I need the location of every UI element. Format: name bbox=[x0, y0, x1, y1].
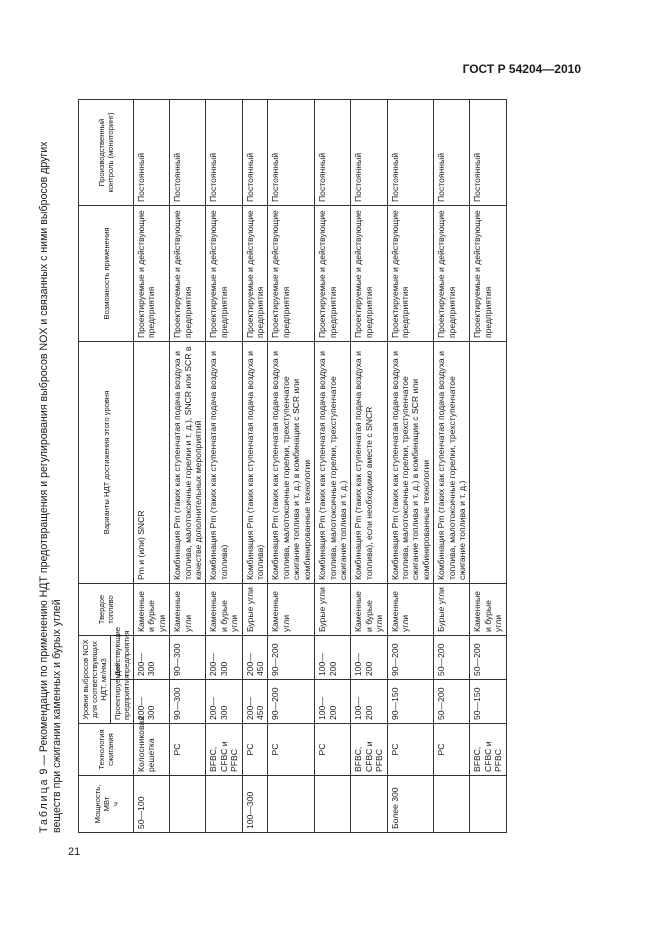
cell-designed: 100—200 bbox=[351, 680, 387, 724]
cell-variant bbox=[470, 342, 506, 584]
cell-variant: Комбинация Pm (таких как ступенчатая подача воздуха и топлива, малотоксичные горелки, трехступенчатое сжигание топлива и т. д.) bbox=[315, 342, 351, 584]
cell-tech: PC bbox=[315, 724, 351, 776]
cell-monitoring: Постоянный bbox=[315, 100, 351, 206]
cell-fuel: Каменные угли bbox=[268, 584, 315, 636]
cell-power: 100—300 bbox=[242, 776, 268, 833]
cell-monitoring: Постоянный bbox=[470, 100, 506, 206]
cell-monitoring: Постоянный bbox=[351, 100, 387, 206]
cell-applicability: Проектируемые и действующие предприятия bbox=[134, 206, 170, 342]
cell-monitoring: Постоянный bbox=[242, 100, 268, 206]
cell-applicability: Проектируемые и действующие предприятия bbox=[268, 206, 315, 342]
cell-applicability: Проектируемые и действующие предприятия bbox=[170, 206, 206, 342]
cell-applicability: Проектируемые и действующие предприятия bbox=[315, 206, 351, 342]
cell-tech: PC bbox=[242, 724, 268, 776]
cell-tech: PC bbox=[170, 724, 206, 776]
cell-existing: 100—200 bbox=[351, 636, 387, 680]
cell-variant: Комбинация Pm (таких как ступенчатая подача воздуха и топлива), если необходимо вместе с SNCR bbox=[351, 342, 387, 584]
header-variants: Варианты НДТ достижения этого уровня bbox=[79, 342, 134, 584]
cell-power: 50—100 bbox=[134, 776, 170, 833]
cell-existing: 90—200 bbox=[268, 636, 315, 680]
cell-monitoring: Постоянный bbox=[387, 100, 434, 206]
page-number: 21 bbox=[68, 846, 81, 858]
cell-variant: Комбинация Pm (таких как ступенчатая подача воздуха и топлива) bbox=[206, 342, 242, 584]
cell-fuel: Каменные и бурые угли bbox=[206, 584, 242, 636]
caption-text: 9 — Рекомендации по применению НДТ предотвращения и регулирования выбросов NOX и связанных с ними выбросов других веществ при сжигании каменных и бурых углей bbox=[38, 141, 63, 833]
cell-designed: 50—200 bbox=[434, 680, 470, 724]
cell-tech: BFBC, CFBC и PFBC bbox=[470, 724, 506, 776]
cell-monitoring: Постоянный bbox=[206, 100, 242, 206]
cell-tech: BFBC, CFBC и PFBC bbox=[206, 724, 242, 776]
cell-fuel: Каменные угли bbox=[387, 584, 434, 636]
cell-tech: BFBC, CFBC и PFBC bbox=[351, 724, 387, 776]
cell-tech: PC bbox=[434, 724, 470, 776]
cell-existing: 100—200 bbox=[315, 636, 351, 680]
cell-fuel: Каменные и бурые угли bbox=[470, 584, 506, 636]
table-row bbox=[170, 100, 206, 833]
cell-existing: 50—200 bbox=[434, 636, 470, 680]
cell-applicability: Проектируемые и действующие предприятия bbox=[206, 206, 242, 342]
cell-existing: 200—300 bbox=[206, 636, 242, 680]
cell-existing: 90—200 bbox=[387, 636, 434, 680]
header-applicability: Возможность применения bbox=[79, 206, 134, 342]
cell-power bbox=[206, 776, 242, 833]
cell-existing: 200—450 bbox=[242, 636, 268, 680]
header-fuel: Твердое топливо bbox=[79, 584, 134, 636]
table-row bbox=[206, 100, 242, 833]
table-row bbox=[242, 100, 268, 833]
cell-variant: Pm и (или) SNCR bbox=[134, 342, 170, 584]
standard-designation: ГОСТ Р 54204—2010 bbox=[462, 62, 581, 76]
cell-designed: 200—450 bbox=[242, 680, 268, 724]
cell-applicability: Проектируемые и действующие предприятия bbox=[242, 206, 268, 342]
cell-existing: 200—300 bbox=[134, 636, 170, 680]
cell-monitoring: Постоянный bbox=[434, 100, 470, 206]
cell-applicability: Проектируемые и действующие предприятия bbox=[387, 206, 434, 342]
recommendations-table bbox=[78, 99, 507, 833]
cell-power: Более 300 bbox=[387, 776, 434, 833]
cell-monitoring: Постоянный bbox=[170, 100, 206, 206]
cell-tech: PC bbox=[268, 724, 315, 776]
cell-designed: 50—150 bbox=[470, 680, 506, 724]
cell-power bbox=[470, 776, 506, 833]
cell-designed: 200—300 bbox=[134, 680, 170, 724]
cell-variant: Комбинация Pm (таких как ступенчатая подача воздуха и топлива) bbox=[242, 342, 268, 584]
table-row bbox=[134, 100, 170, 833]
table-row bbox=[434, 100, 470, 833]
table-row bbox=[315, 100, 351, 833]
cell-applicability: Проектируемые и действующие предприятия bbox=[351, 206, 387, 342]
cell-existing: 50—200 bbox=[470, 636, 506, 680]
cell-designed: 90—200 bbox=[268, 680, 315, 724]
cell-designed: 90—150 bbox=[387, 680, 434, 724]
cell-monitoring: Постоянный bbox=[268, 100, 315, 206]
table-row bbox=[470, 100, 506, 833]
cell-power bbox=[268, 776, 315, 833]
cell-variant: Комбинация Pm (таких как ступенчатая подача воздуха и топлива, малотоксичные горелки, трехступенчатое сжигание топлива и т. д.) bbox=[434, 342, 470, 584]
cell-power bbox=[170, 776, 206, 833]
header-existing: Действующие предприятия bbox=[111, 636, 134, 680]
cell-fuel: Каменные и бурые угли bbox=[351, 584, 387, 636]
cell-fuel: Каменные и бурые угли bbox=[134, 584, 170, 636]
cell-designed: 90—300 bbox=[170, 680, 206, 724]
cell-fuel: Бурые угли bbox=[315, 584, 351, 636]
cell-variant: Комбинация Pm (таких как ступенчатая подача воздуха и топлива, малотоксичные горелки, трехступенчатое сжигание топлива и т. д.) в комбинации с SCR или комбинированные технологии bbox=[268, 342, 315, 584]
cell-existing: 90—300 bbox=[170, 636, 206, 680]
cell-power bbox=[315, 776, 351, 833]
cell-fuel: Бурые угли bbox=[242, 584, 268, 636]
cell-power bbox=[351, 776, 387, 833]
cell-applicability: Проектируемые и действующие предприятия bbox=[434, 206, 470, 342]
cell-variant: Комбинация Pm (таких как ступенчатая подача воздуха и топлива, малотоксичные горелки, трехступенчатое сжигание топлива и т. д.) в комбинации с SCR или комбинированные технологии bbox=[387, 342, 434, 584]
table-caption bbox=[34, 100, 78, 833]
cell-power bbox=[434, 776, 470, 833]
cell-designed: 200—300 bbox=[206, 680, 242, 724]
header-monitoring: Производственный контроль (мониторинг) bbox=[79, 100, 134, 206]
cell-fuel: Каменные угли bbox=[170, 584, 206, 636]
cell-tech: Колосниковая решетка bbox=[134, 724, 170, 776]
table-row bbox=[387, 100, 434, 833]
header-designed: Проектируемые предприятия bbox=[111, 680, 134, 724]
cell-tech: PC bbox=[387, 724, 434, 776]
rotated-table-block bbox=[34, 100, 594, 833]
table-row bbox=[268, 100, 315, 833]
header-power: Мощность, МВт ч bbox=[79, 776, 134, 833]
cell-monitoring: Постоянный bbox=[134, 100, 170, 206]
cell-variant: Комбинация Pm (таких как ступенчатая подача воздуха и топлива, малотоксичные горелки и т. д.), SNCR или SCR в качестве дополнительных мероприятий bbox=[170, 342, 206, 584]
caption-label: Таблица bbox=[38, 777, 50, 833]
header-emission-levels: Уровни выбросов NOX для соответствующих НДТ, мг/нм3 bbox=[79, 636, 111, 724]
cell-designed: 100—200 bbox=[315, 680, 351, 724]
cell-fuel: Бурые угли bbox=[434, 584, 470, 636]
table-row bbox=[351, 100, 387, 833]
cell-applicability: Проектируемые и действующие предприятия bbox=[470, 206, 506, 342]
header-technology: Технология сжигания bbox=[79, 724, 134, 776]
